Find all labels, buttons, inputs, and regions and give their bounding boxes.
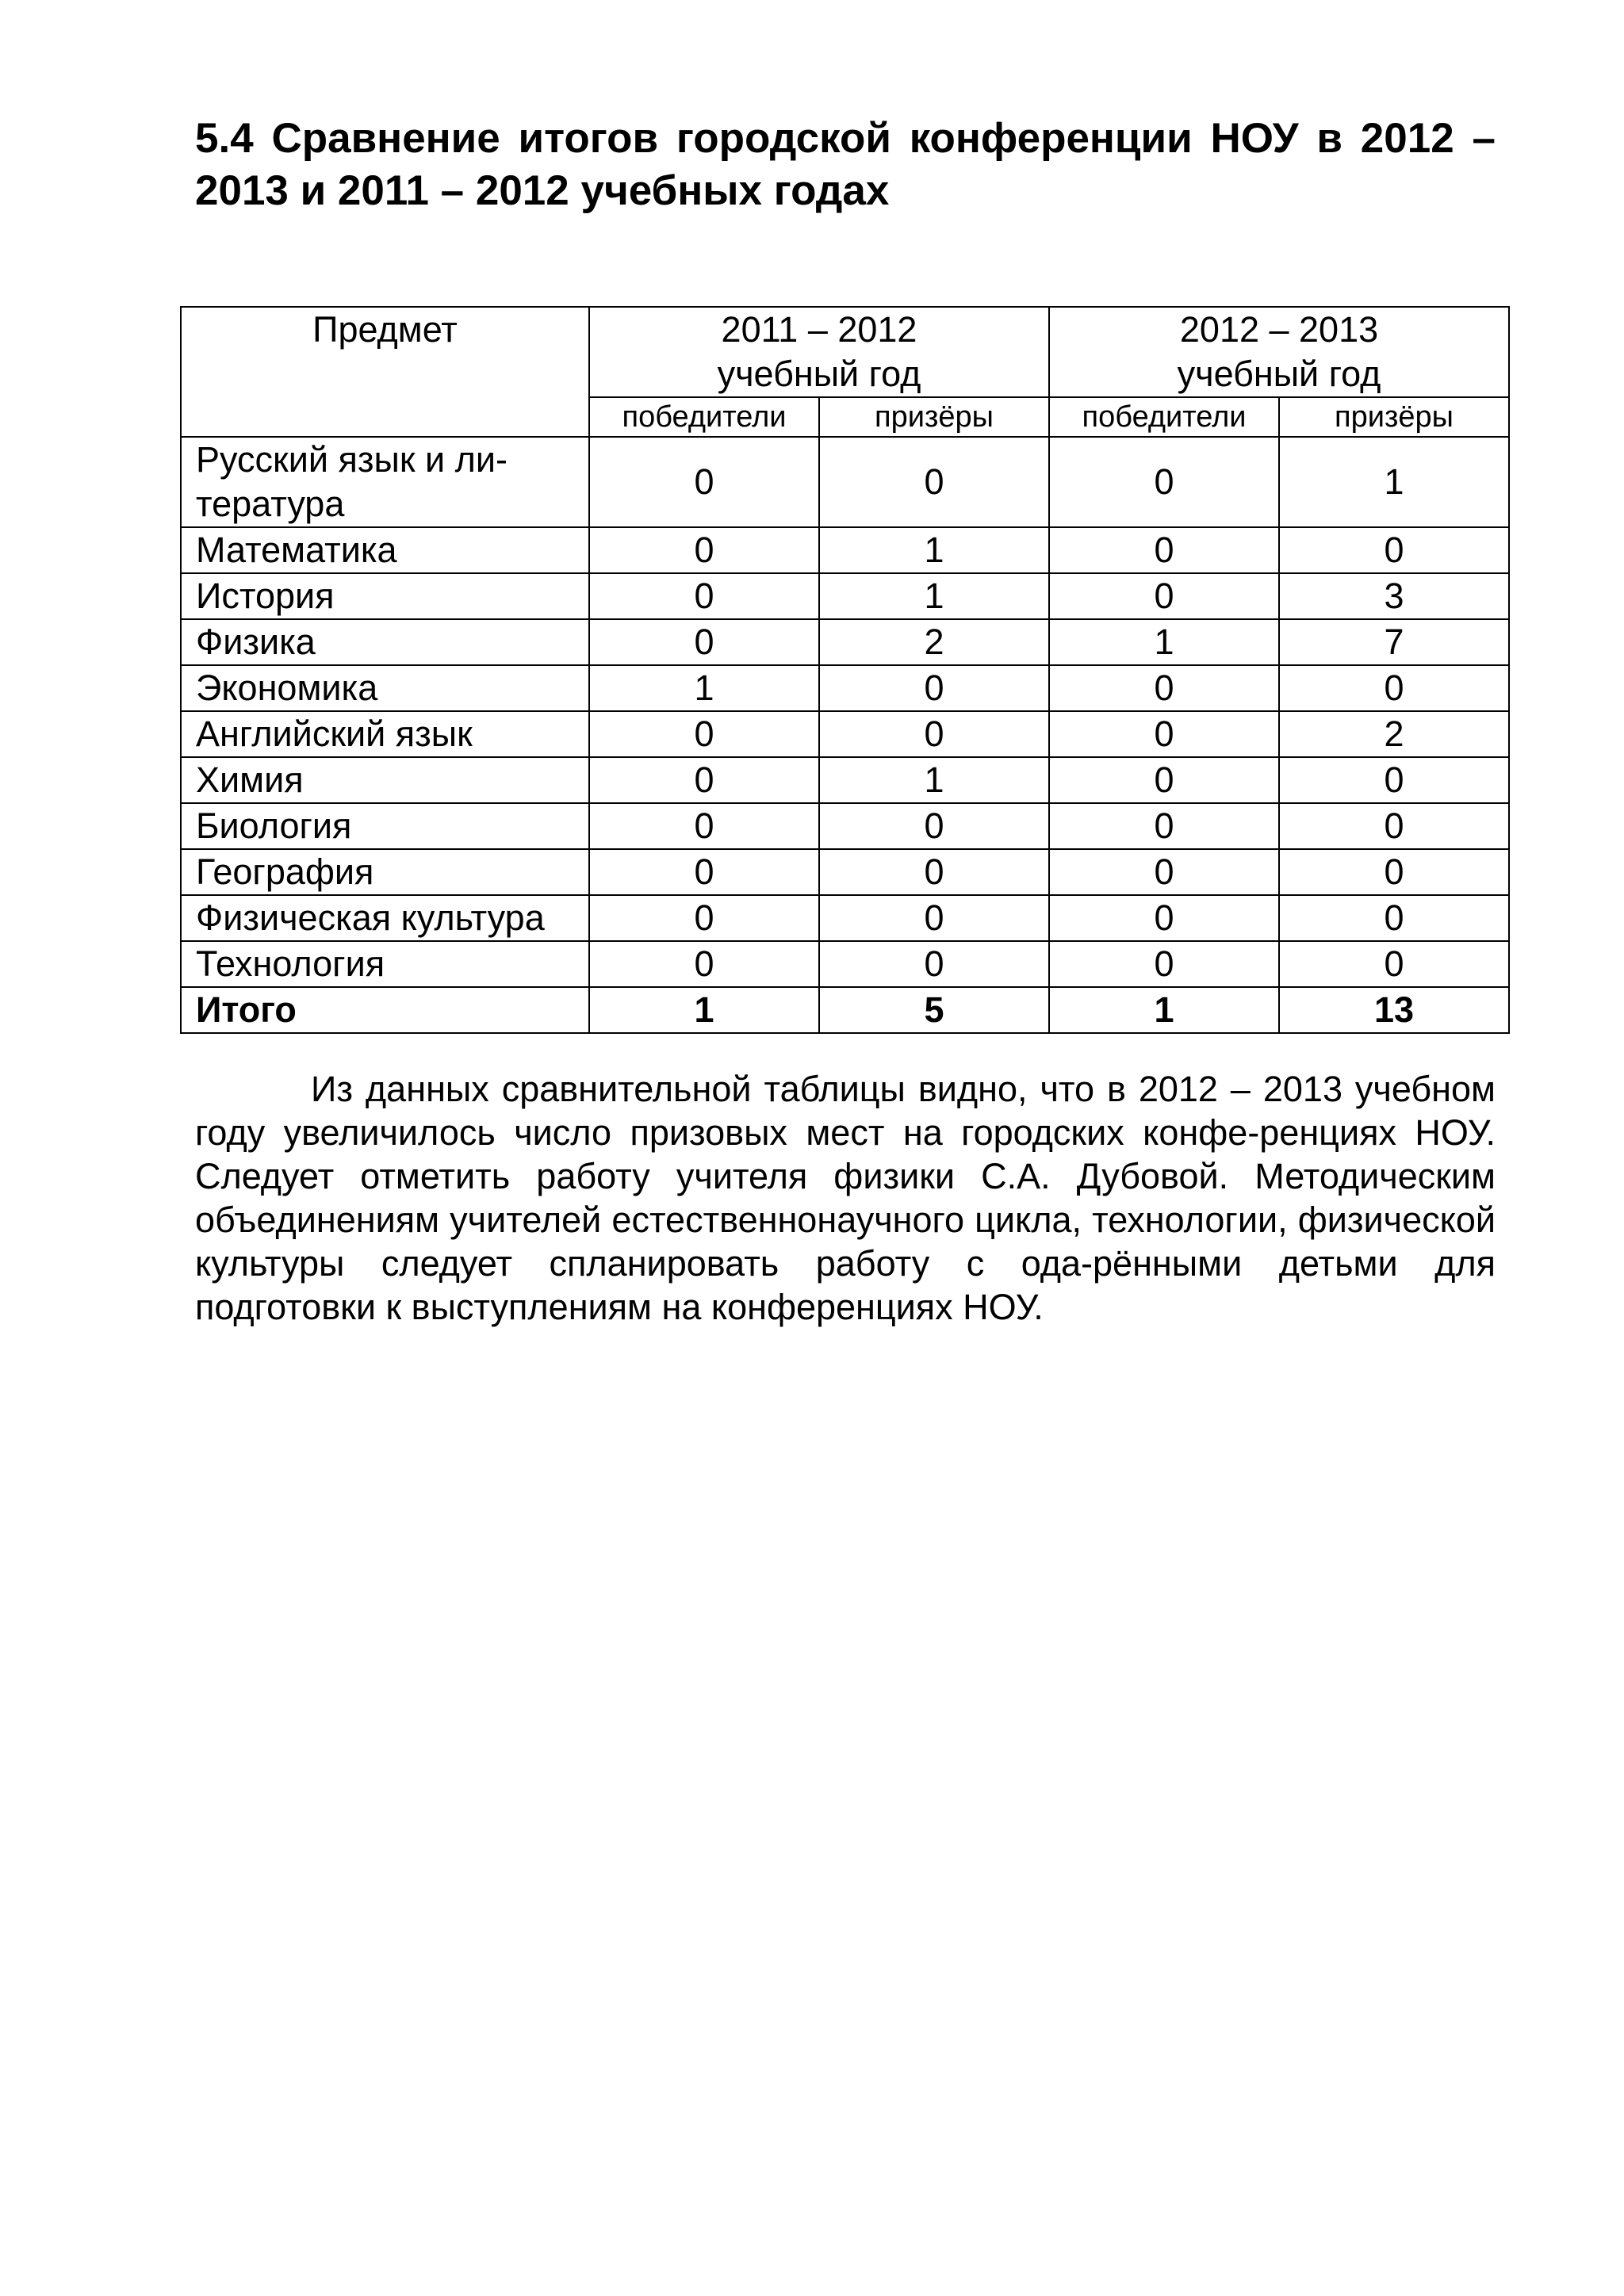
value-cell: 0 bbox=[1049, 849, 1279, 895]
value-cell: 0 bbox=[589, 527, 819, 573]
value-cell: 0 bbox=[1049, 437, 1279, 527]
year-label: учебный год bbox=[717, 354, 921, 394]
value-cell: 0 bbox=[1279, 527, 1509, 573]
value-cell: 0 bbox=[589, 849, 819, 895]
value-cell: 0 bbox=[819, 895, 1049, 941]
subject-cell: Биология bbox=[181, 803, 589, 849]
value-cell: 1 bbox=[589, 665, 819, 711]
value-cell: 0 bbox=[589, 803, 819, 849]
value-cell: 0 bbox=[1049, 711, 1279, 757]
prizewinners-header: призёры bbox=[819, 397, 1049, 437]
subject-cell: Химия bbox=[181, 757, 589, 803]
winners-header: победители bbox=[589, 397, 819, 437]
value-cell: 1 bbox=[819, 527, 1049, 573]
year-range: 2012 – 2013 bbox=[1179, 309, 1379, 350]
table-row bbox=[181, 573, 1509, 619]
subject-cell: История bbox=[181, 573, 589, 619]
total-value-cell: 1 bbox=[1049, 987, 1279, 1033]
value-cell: 0 bbox=[589, 757, 819, 803]
subject-cell: Математика bbox=[181, 527, 589, 573]
prizewinners-header: призёры bbox=[1279, 397, 1509, 437]
subject-cell: Английский язык bbox=[181, 711, 589, 757]
value-cell: 0 bbox=[589, 619, 819, 665]
value-cell: 0 bbox=[589, 895, 819, 941]
value-cell: 0 bbox=[819, 849, 1049, 895]
value-cell: 0 bbox=[1049, 573, 1279, 619]
subject-cell: Экономика bbox=[181, 665, 589, 711]
year-header-2012-2013 bbox=[1049, 307, 1509, 397]
table-row bbox=[181, 849, 1509, 895]
value-cell: 0 bbox=[589, 573, 819, 619]
table-row bbox=[181, 803, 1509, 849]
value-cell: 0 bbox=[589, 711, 819, 757]
conclusion-paragraph: Из данных сравнительной таблицы видно, что в 2012 – 2013 учебном году увеличилось число призовых мест на городских конфе-ренциях НОУ. Следует отметить работу учителя физики С.А. Дубовой. Методическим объединениям учителей естественнонаучного цикла, технологии, физической культуры следует спланировать работу с ода-рёнными детьми для подготовки к выступлениям на конференциях НОУ. bbox=[195, 1069, 1496, 1327]
section-heading: 5.4 Сравнение итогов городской конференции НОУ в 2012 – 2013 и 2011 – 2012 учебных годах bbox=[195, 115, 1496, 214]
value-cell: 2 bbox=[1279, 711, 1509, 757]
subject-cell: Технология bbox=[181, 941, 589, 987]
value-cell: 0 bbox=[589, 437, 819, 527]
value-cell: 0 bbox=[1049, 803, 1279, 849]
value-cell: 1 bbox=[819, 757, 1049, 803]
winners-header: победители bbox=[1049, 397, 1279, 437]
table-row bbox=[181, 665, 1509, 711]
table-row bbox=[181, 941, 1509, 987]
value-cell: 0 bbox=[1279, 895, 1509, 941]
value-cell: 3 bbox=[1279, 573, 1509, 619]
table-row bbox=[181, 757, 1509, 803]
table-row bbox=[181, 711, 1509, 757]
table-row bbox=[181, 895, 1509, 941]
value-cell: 0 bbox=[1279, 849, 1509, 895]
value-cell: 0 bbox=[1049, 757, 1279, 803]
year-header-2011-2012 bbox=[589, 307, 1049, 397]
value-cell: 0 bbox=[819, 803, 1049, 849]
total-value-cell: 13 bbox=[1279, 987, 1509, 1033]
value-cell: 0 bbox=[1279, 941, 1509, 987]
table-row bbox=[181, 619, 1509, 665]
value-cell: 0 bbox=[1279, 803, 1509, 849]
value-cell: 0 bbox=[1049, 895, 1279, 941]
table-row bbox=[181, 437, 1509, 527]
subject-cell: География bbox=[181, 849, 589, 895]
value-cell: 1 bbox=[1279, 437, 1509, 527]
value-cell: 0 bbox=[1049, 941, 1279, 987]
table-header-row bbox=[181, 307, 1509, 397]
value-cell: 2 bbox=[819, 619, 1049, 665]
subject-cell: Физика bbox=[181, 619, 589, 665]
table-row bbox=[181, 527, 1509, 573]
value-cell: 0 bbox=[819, 941, 1049, 987]
year-range: 2011 – 2012 bbox=[721, 309, 917, 350]
value-cell: 0 bbox=[1049, 665, 1279, 711]
subject-cell: Физическая культура bbox=[181, 895, 589, 941]
results-table bbox=[180, 306, 1510, 1034]
value-cell: 1 bbox=[819, 573, 1049, 619]
total-value-cell: 5 bbox=[819, 987, 1049, 1033]
value-cell: 0 bbox=[1279, 757, 1509, 803]
value-cell: 1 bbox=[1049, 619, 1279, 665]
value-cell: 0 bbox=[819, 437, 1049, 527]
total-label-cell: Итого bbox=[181, 987, 589, 1033]
value-cell: 0 bbox=[589, 941, 819, 987]
value-cell: 7 bbox=[1279, 619, 1509, 665]
total-value-cell: 1 bbox=[589, 987, 819, 1033]
subject-column-header: Предмет bbox=[181, 307, 589, 437]
value-cell: 0 bbox=[1279, 665, 1509, 711]
year-label: учебный год bbox=[1177, 354, 1381, 394]
value-cell: 0 bbox=[819, 711, 1049, 757]
subject-cell: Русский язык и ли-тература bbox=[181, 437, 589, 527]
value-cell: 0 bbox=[1049, 527, 1279, 573]
value-cell: 0 bbox=[819, 665, 1049, 711]
table-total-row bbox=[181, 987, 1509, 1033]
